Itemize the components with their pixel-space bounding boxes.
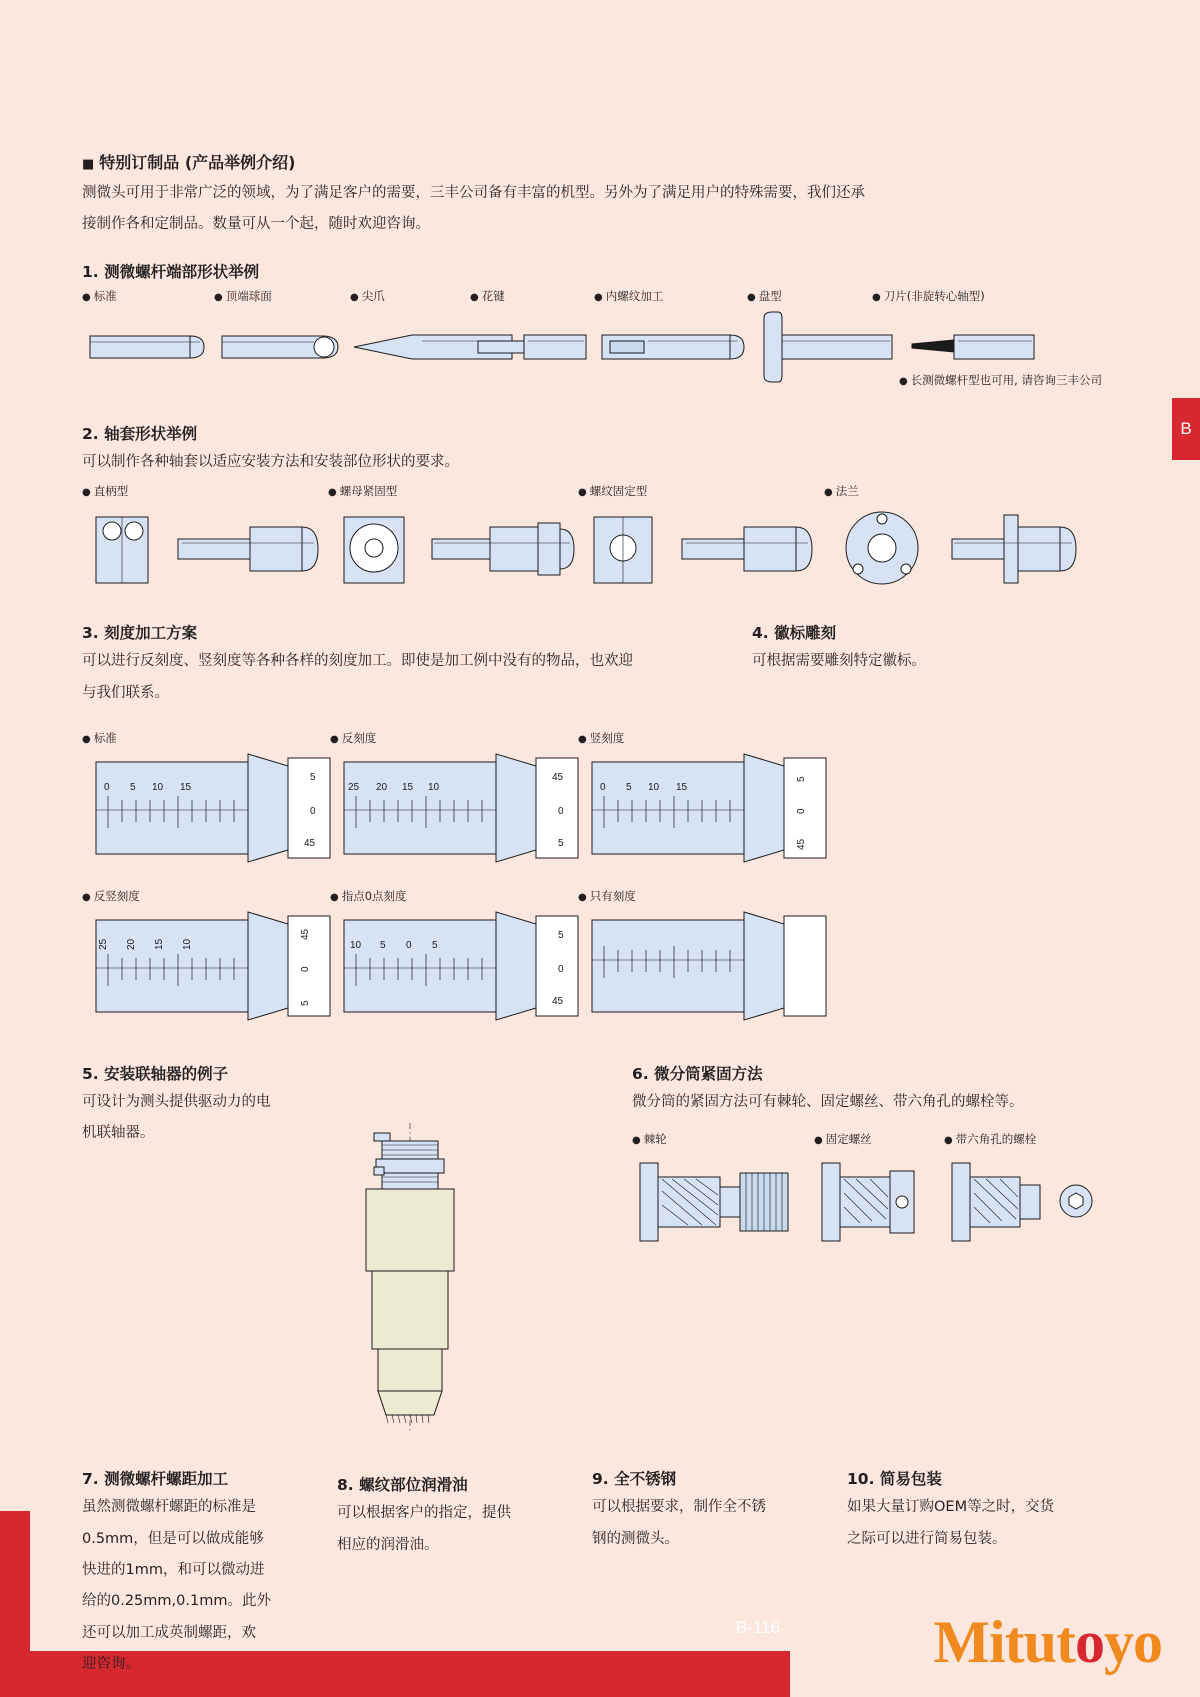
svg-text:0: 0	[300, 966, 311, 972]
section-2-title: 2. 轴套形状举例	[82, 424, 198, 443]
section-6-desc: 微分筒的紧固方法可有棘轮、固定螺丝、带六角孔的螺栓等。	[632, 1093, 1024, 1110]
spindle-label-0: ● 标准	[82, 288, 117, 304]
scale-label-2: ● 竖刻度	[578, 730, 624, 746]
spindle-label-3: ● 花键	[470, 288, 505, 304]
svg-text:5: 5	[310, 771, 316, 783]
svg-text:45: 45	[552, 995, 564, 1007]
section-7-line-0: 虽然测微螺杆螺距的标准是	[82, 1499, 256, 1516]
section-7-title: 7. 测微螺杆螺距加工	[82, 1470, 229, 1489]
svg-text:0: 0	[796, 808, 807, 814]
intro-line-2: 接制作各和定制品。数量可从一个起，随时欢迎咨询。	[82, 216, 430, 233]
svg-text:15: 15	[154, 938, 165, 950]
section-1-title: 1. 测微螺杆端部形状举例	[82, 262, 260, 281]
section-1-figures	[82, 288, 1102, 388]
svg-text:0: 0	[406, 939, 412, 951]
section-2-desc: 可以制作各种轴套以适应安装方法和安装部位形状的要求。	[82, 453, 459, 470]
svg-text:25: 25	[98, 938, 109, 950]
section-10-line-1: 之际可以进行简易包装。	[847, 1530, 1007, 1547]
bushing-label-1: ● 螺母紧固型	[328, 483, 397, 499]
section-5-desc-1: 可设计为测头提供驱动力的电	[82, 1093, 271, 1110]
section-8-line-1: 相应的润滑油。	[337, 1536, 439, 1553]
bushing-label-0: ● 直柄型	[82, 483, 128, 499]
section-tab-b: B	[1172, 398, 1200, 460]
svg-text:10: 10	[182, 938, 193, 950]
section-8-title: 8. 螺纹部位润滑油	[337, 1476, 468, 1495]
scale-examples-row-2	[82, 888, 1102, 1038]
svg-text:25: 25	[348, 781, 360, 793]
page-title: ■ 特别订制品 (产品举例介绍)	[82, 150, 1102, 173]
svg-text:5: 5	[626, 781, 632, 793]
svg-text:5: 5	[796, 776, 807, 782]
scale-label-5: ● 只有刻度	[578, 888, 636, 904]
bushing-label-2: ● 螺纹固定型	[578, 483, 647, 499]
svg-text:45: 45	[796, 838, 807, 850]
clamp-label-1: ● 固定螺丝	[814, 1131, 872, 1147]
section-5-title: 5. 安装联轴器的例子	[82, 1064, 229, 1083]
scale-label-3: ● 反竖刻度	[82, 888, 140, 904]
section-7-line-4: 还可以加工成英制螺距，欢	[82, 1624, 256, 1641]
section-3-desc-2: 与我们联系。	[82, 684, 169, 701]
section-10-title: 10. 简易包装	[847, 1470, 942, 1489]
left-red-strip	[0, 1511, 30, 1651]
bottom-sections	[82, 1467, 1102, 1683]
spindle-label-2: ● 尖爪	[350, 288, 385, 304]
section-4-desc: 可根据需要雕刻特定徽标。	[752, 653, 926, 670]
clamp-label-2: ● 带六角孔的螺栓	[944, 1131, 1036, 1147]
bushing-label-3: ● 法兰	[824, 483, 859, 499]
section-2-figures	[82, 483, 1102, 603]
svg-text:20: 20	[376, 781, 388, 793]
spindle-label-4: ● 内螺纹加工	[594, 288, 663, 304]
section-7-line-1: 0.5mm，但是可以做成能够	[82, 1530, 264, 1547]
spindle-label-5: ● 盘型	[747, 288, 782, 304]
svg-text:0: 0	[310, 805, 316, 817]
svg-text:15: 15	[180, 781, 192, 793]
svg-text:5: 5	[130, 781, 136, 793]
svg-text:10: 10	[152, 781, 164, 793]
intro-line-1: 测微头可用于非常广泛的领域，为了满足客户的需要，三丰公司备有丰富的机型。另外为了满足用户的特殊需要，我们还承	[82, 185, 865, 201]
section-8-line-0: 可以根据客户的指定，提供	[337, 1505, 511, 1522]
section-9-line-1: 钢的测微头。	[592, 1530, 679, 1547]
svg-text:45: 45	[304, 837, 316, 849]
svg-text:10: 10	[648, 781, 660, 793]
svg-text:5: 5	[432, 939, 438, 951]
svg-text:0: 0	[558, 963, 564, 975]
svg-text:10: 10	[350, 939, 362, 951]
mitutoyo-logo: Mitutoyo	[933, 1609, 1162, 1675]
scale-label-4: ● 指点0点刻度	[330, 888, 407, 904]
svg-text:15: 15	[676, 781, 688, 793]
section-10-line-0: 如果大量订购OEM等之时，交货	[847, 1499, 1055, 1516]
section-5-desc-2: 机联轴器。	[82, 1125, 155, 1142]
svg-text:5: 5	[558, 929, 564, 941]
scale-num: 0	[104, 781, 110, 793]
section-7-line-2: 快进的1mm，和可以微动进	[82, 1562, 265, 1578]
svg-text:5: 5	[300, 1000, 311, 1006]
section-6-title: 6. 微分筒紧固方法	[632, 1064, 763, 1083]
page-content	[82, 150, 1102, 1684]
section-3-title: 3. 刻度加工方案	[82, 624, 198, 643]
section-9-line-0: 可以根据要求，制作全不锈	[592, 1499, 766, 1516]
coupling-figure	[310, 1123, 510, 1433]
section-7-line-3: 给的0.25mm,0.1mm。此外	[82, 1593, 271, 1610]
svg-text:0: 0	[600, 781, 606, 793]
svg-text:5: 5	[380, 939, 386, 951]
spindle-label-6: ● 刀片(非旋转心轴型)	[872, 288, 985, 304]
svg-text:5: 5	[558, 837, 564, 849]
section-9-title: 9. 全不锈钢	[592, 1470, 677, 1489]
section-6-figures	[632, 1131, 1102, 1261]
svg-text:20: 20	[126, 938, 137, 950]
svg-text:45: 45	[300, 928, 311, 940]
spindle-label-1: ● 顶端球面	[214, 288, 272, 304]
section-7-line-5: 迎咨询。	[82, 1656, 140, 1673]
scale-label-0: ● 标准	[82, 730, 117, 746]
page-number: B-116	[735, 1618, 780, 1637]
section-4-title: 4. 徽标雕刻	[752, 624, 837, 643]
scale-label-1: ● 反刻度	[330, 730, 376, 746]
clamp-label-0: ● 棘轮	[632, 1131, 667, 1147]
scale-examples-row-1	[82, 730, 1102, 880]
svg-text:0: 0	[558, 805, 564, 817]
section-1-note: ● 长测微螺杆型也可用, 请咨询三丰公司	[682, 372, 1102, 388]
svg-text:45: 45	[552, 771, 564, 783]
section-3-desc-1: 可以进行反刻度、竖刻度等各种各样的刻度加工。即使是加工例中没有的物品，也欢迎	[82, 653, 633, 670]
svg-text:10: 10	[428, 781, 440, 793]
svg-text:15: 15	[402, 781, 414, 793]
